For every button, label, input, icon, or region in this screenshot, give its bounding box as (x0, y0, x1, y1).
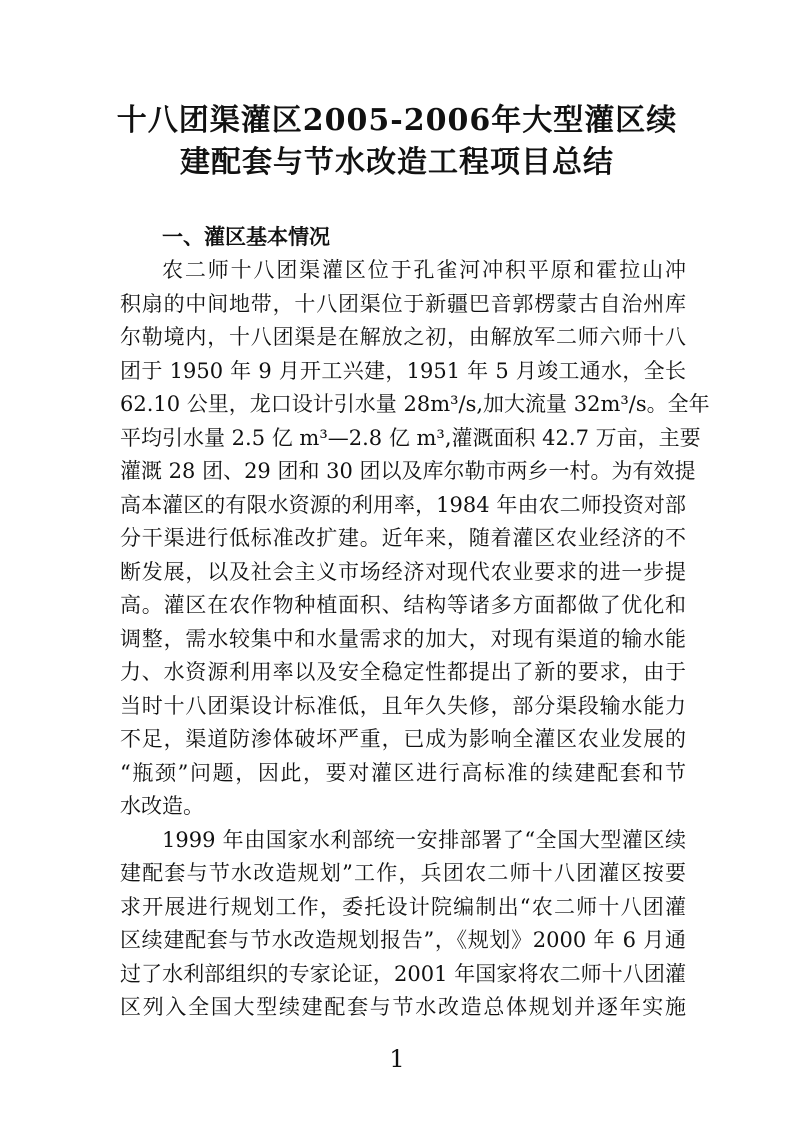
body-text-line: 力、水资源利用率以及安全稳定性都提出了新的要求，由于 (120, 660, 686, 684)
document-title-line-1: 十八团渠灌区2005-2006年大型灌区续 (116, 103, 678, 138)
body-text-line: 平均引水量 2.5 亿 m³—2.8 亿 m³,灌溉面积 42.7 万亩，主要 (120, 426, 701, 450)
body-text-line: 团于 1950 年 9 月开工兴建，1951 年 5 月竣工通水，全长 (120, 359, 686, 383)
body-text-line: 建配套与节水改造规划”工作，兵团农二师十八团灌区按要 (120, 861, 686, 885)
body-text-line: 分干渠进行低标准改扩建。近年来，随着灌区农业经济的不 (120, 526, 686, 550)
body-text-line: 水改造。 (120, 794, 204, 818)
body-text-line: 求开展进行规划工作，委托设计院编制出“农二师十八团灌 (120, 895, 686, 919)
body-text-line: 高本灌区的有限水资源的利用率，1984 年由农二师投资对部 (120, 493, 686, 517)
body-text-line: 过了水利部组织的专家论证，2001 年国家将农二师十八团灌 (120, 962, 686, 986)
body-text-line: 1999 年由国家水利部统一安排部署了“全国大型灌区续 (162, 828, 686, 852)
body-text-line: 断发展，以及社会主义市场经济对现代农业要求的进一步提 (120, 560, 686, 584)
body-text-line: 积扇的中间地带，十八团渠位于新疆巴音郭楞蒙古自治州库 (120, 292, 686, 316)
document-title-line-2: 建配套与节水改造工程项目总结 (180, 145, 614, 180)
body-text-line: 62.10 公里，龙口设计引水量 28m³/s,加大流量 32m³/s。全年 (120, 392, 710, 416)
body-text-line: 农二师十八团渠灌区位于孔雀河冲积平原和霍拉山冲 (162, 258, 686, 282)
body-text-line: 灌溉 28 团、29 团和 30 团以及库尔勒市两乡一村。为有效提 (120, 459, 696, 483)
section-heading: 一、灌区基本情况 (162, 224, 330, 249)
body-text-line: 调整，需水较集中和水量需求的加大，对现有渠道的输水能 (120, 627, 686, 651)
body-text-line: 当时十八团渠设计标准低，且年久失修，部分渠段输水能力 (120, 694, 686, 718)
body-text-line: 尔勒境内，十八团渠是在解放之初，由解放军二师六师十八 (120, 325, 686, 349)
body-text-line: 不足，渠道防渗体破坏严重，已成为影响全灌区农业发展的 (120, 727, 686, 751)
body-text-line: “瓶颈”问题，因此，要对灌区进行高标准的续建配套和节 (120, 761, 686, 785)
body-text-line: 区续建配套与节水改造规划报告”，《规划》2000 年 6 月通 (120, 928, 686, 952)
page-number: 1 (389, 1045, 405, 1073)
body-text-line: 区列入全国大型续建配套与节水改造总体规划并逐年实施 (120, 995, 686, 1019)
body-text-line: 高。灌区在农作物种植面积、结构等诸多方面都做了优化和 (120, 593, 686, 617)
